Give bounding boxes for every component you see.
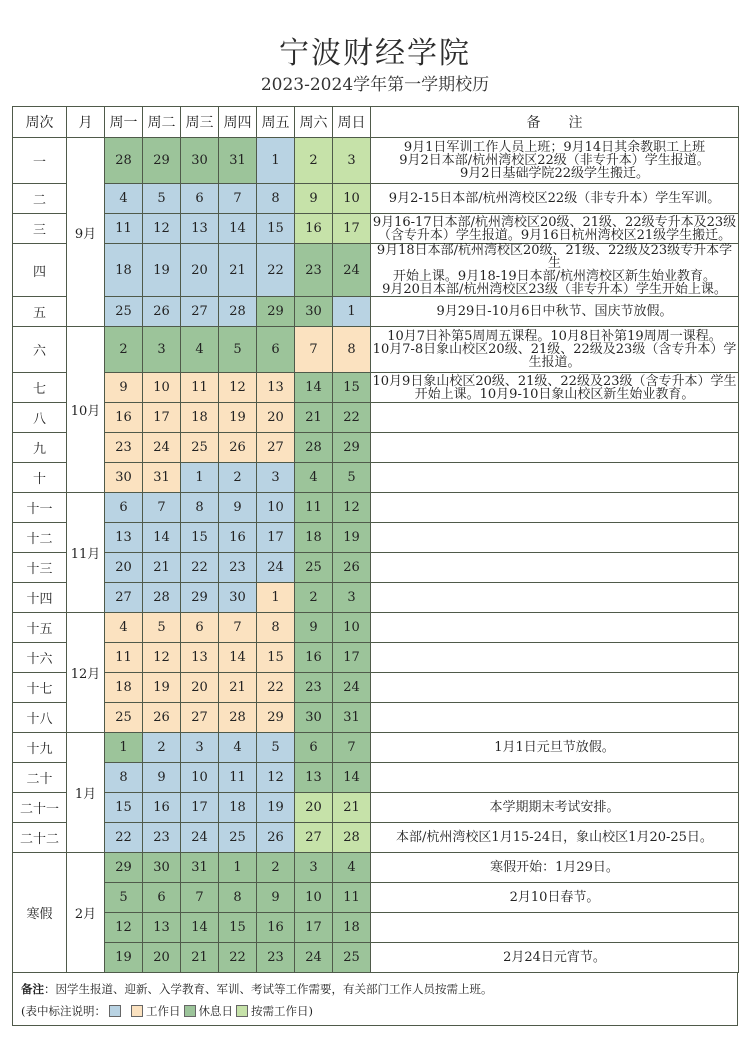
note-cell: 9月16-17日本部/杭州湾校区20级、21级、22级专升本及23级 （含专升本）学生报道。9月16日杭州湾校区21级学生搬迁。 xyxy=(371,214,739,244)
week-number: 一 xyxy=(13,138,67,184)
day-cell: 6 xyxy=(181,184,219,214)
day-cell: 9 xyxy=(257,883,295,913)
footer-legend xyxy=(21,1003,313,1019)
day-cell: 5 xyxy=(143,613,181,643)
day-cell: 11 xyxy=(105,643,143,673)
week-number: 五 xyxy=(13,297,67,327)
day-cell: 2 xyxy=(295,583,333,613)
day-cell: 11 xyxy=(105,214,143,244)
legend-label-work: 工作日 xyxy=(146,1004,181,1018)
day-cell: 4 xyxy=(105,184,143,214)
day-cell: 12 xyxy=(333,493,371,523)
day-cell: 20 xyxy=(143,943,181,973)
day-cell: 12 xyxy=(219,373,257,403)
day-cell: 31 xyxy=(181,853,219,883)
note-cell: 2月24日元宵节。 xyxy=(371,943,739,973)
day-cell: 19 xyxy=(105,943,143,973)
day-cell: 14 xyxy=(219,643,257,673)
column-header-4: 周三 xyxy=(181,107,219,138)
week-row xyxy=(13,373,739,403)
week-row xyxy=(13,613,739,643)
legend-swatch-work xyxy=(131,1005,143,1017)
day-cell: 30 xyxy=(105,463,143,493)
day-cell: 19 xyxy=(143,244,181,297)
week-number: 二十 xyxy=(13,763,67,793)
day-cell: 29 xyxy=(257,703,295,733)
day-cell: 15 xyxy=(105,793,143,823)
day-cell: 5 xyxy=(143,184,181,214)
week-number: 十 xyxy=(13,463,67,493)
day-cell: 10 xyxy=(181,763,219,793)
week-number: 十五 xyxy=(13,613,67,643)
day-cell: 15 xyxy=(333,373,371,403)
day-cell: 8 xyxy=(333,327,371,373)
week-row xyxy=(13,673,739,703)
note-cell xyxy=(371,433,739,463)
day-cell: 30 xyxy=(143,853,181,883)
note-cell: 10月7日补第5周周五课程。10月8日补第19周周一课程。 10月7-8日象山校区20级、21级、22级及23级（含专升本）学 生报道。 xyxy=(371,327,739,373)
column-header-1: 月 xyxy=(67,107,105,138)
day-cell: 23 xyxy=(105,433,143,463)
day-cell: 10 xyxy=(257,493,295,523)
day-cell: 17 xyxy=(143,403,181,433)
week-number: 二 xyxy=(13,184,67,214)
day-cell: 27 xyxy=(181,703,219,733)
day-cell: 23 xyxy=(143,823,181,853)
day-cell: 2 xyxy=(257,853,295,883)
week-row xyxy=(13,583,739,613)
day-cell: 20 xyxy=(257,403,295,433)
day-cell: 16 xyxy=(143,793,181,823)
week-row xyxy=(13,523,739,553)
day-cell: 4 xyxy=(105,613,143,643)
day-cell: 13 xyxy=(181,214,219,244)
day-cell: 3 xyxy=(333,138,371,184)
day-cell: 16 xyxy=(257,913,295,943)
day-cell: 12 xyxy=(105,913,143,943)
day-cell: 23 xyxy=(295,244,333,297)
day-cell: 7 xyxy=(333,733,371,763)
week-number: 四 xyxy=(13,244,67,297)
week-number: 九 xyxy=(13,433,67,463)
footer-remark xyxy=(21,981,493,997)
day-cell: 6 xyxy=(295,733,333,763)
week-row xyxy=(13,184,739,214)
day-cell: 13 xyxy=(143,913,181,943)
day-cell: 7 xyxy=(219,613,257,643)
day-cell: 13 xyxy=(257,373,295,403)
week-number: 六 xyxy=(13,327,67,373)
week-row xyxy=(13,913,739,943)
column-header-3: 周二 xyxy=(143,107,181,138)
day-cell: 18 xyxy=(105,673,143,703)
day-cell: 13 xyxy=(181,643,219,673)
day-cell: 31 xyxy=(143,463,181,493)
legend-swatch-rest xyxy=(184,1005,196,1017)
day-cell: 8 xyxy=(257,184,295,214)
note-cell: 本学期期末考试安排。 xyxy=(371,793,739,823)
day-cell: 29 xyxy=(257,297,295,327)
day-cell: 7 xyxy=(219,184,257,214)
day-cell: 29 xyxy=(181,583,219,613)
day-cell: 10 xyxy=(295,883,333,913)
note-cell xyxy=(371,763,739,793)
day-cell: 26 xyxy=(333,553,371,583)
note-cell: 2月10日春节。 xyxy=(371,883,739,913)
column-header-2: 周一 xyxy=(105,107,143,138)
day-cell: 10 xyxy=(333,613,371,643)
day-cell: 3 xyxy=(143,327,181,373)
day-cell: 30 xyxy=(295,297,333,327)
day-cell: 6 xyxy=(181,613,219,643)
day-cell: 17 xyxy=(333,214,371,244)
column-header-7: 周六 xyxy=(295,107,333,138)
day-cell: 13 xyxy=(295,763,333,793)
day-cell: 9 xyxy=(143,763,181,793)
day-cell: 11 xyxy=(219,763,257,793)
note-cell: 10月9日象山校区20级、21级、22级及23级（含专升本）学生 开始上课。10月9-10日象山校区新生始业教育。 xyxy=(371,373,739,403)
day-cell: 5 xyxy=(219,327,257,373)
day-cell: 11 xyxy=(333,883,371,913)
column-header-5: 周四 xyxy=(219,107,257,138)
day-cell: 28 xyxy=(105,138,143,184)
day-cell: 25 xyxy=(105,297,143,327)
day-cell: 27 xyxy=(181,297,219,327)
note-cell xyxy=(371,613,739,643)
week-row xyxy=(13,733,739,763)
month-label: 10月 xyxy=(67,327,105,493)
day-cell: 7 xyxy=(143,493,181,523)
legend-prefix: (表中标注说明： xyxy=(21,1004,106,1018)
day-cell: 28 xyxy=(333,823,371,853)
day-cell: 22 xyxy=(219,943,257,973)
page-subtitle: 2023-2024学年第一学期校历 xyxy=(260,75,490,95)
day-cell: 27 xyxy=(257,433,295,463)
day-cell: 26 xyxy=(219,433,257,463)
day-cell: 27 xyxy=(295,823,333,853)
column-header-8: 周日 xyxy=(333,107,371,138)
legend-swatch-blue xyxy=(109,1005,121,1017)
day-cell: 22 xyxy=(257,244,295,297)
day-cell: 22 xyxy=(105,823,143,853)
day-cell: 2 xyxy=(105,327,143,373)
month-label: 1月 xyxy=(67,733,105,853)
day-cell: 23 xyxy=(257,943,295,973)
day-cell: 25 xyxy=(219,823,257,853)
week-number: 十二 xyxy=(13,523,67,553)
week-row xyxy=(13,297,739,327)
day-cell: 25 xyxy=(105,703,143,733)
note-cell: 9月2-15日本部/杭州湾校区22级（非专升本）学生军训。 xyxy=(371,184,739,214)
winter-break-label: 寒假 xyxy=(13,853,67,973)
day-cell: 9 xyxy=(295,184,333,214)
day-cell: 9 xyxy=(295,613,333,643)
day-cell: 14 xyxy=(219,214,257,244)
day-cell: 17 xyxy=(181,793,219,823)
day-cell: 4 xyxy=(333,853,371,883)
day-cell: 6 xyxy=(257,327,295,373)
note-cell: 1月1日元旦节放假。 xyxy=(371,733,739,763)
week-number: 十一 xyxy=(13,493,67,523)
day-cell: 12 xyxy=(143,214,181,244)
day-cell: 20 xyxy=(105,553,143,583)
day-cell: 26 xyxy=(143,703,181,733)
day-cell: 14 xyxy=(181,913,219,943)
note-cell xyxy=(371,553,739,583)
day-cell: 29 xyxy=(143,138,181,184)
week-number: 七 xyxy=(13,373,67,403)
day-cell: 17 xyxy=(295,913,333,943)
legend-label-rest: 休息日 xyxy=(198,1004,233,1018)
week-row xyxy=(13,327,739,373)
day-cell: 16 xyxy=(105,403,143,433)
day-cell: 14 xyxy=(333,763,371,793)
day-cell: 18 xyxy=(181,403,219,433)
remark-label: 备注 xyxy=(21,982,44,996)
day-cell: 22 xyxy=(333,403,371,433)
day-cell: 15 xyxy=(181,523,219,553)
day-cell: 21 xyxy=(295,403,333,433)
day-cell: 3 xyxy=(257,463,295,493)
week-row xyxy=(13,244,739,297)
day-cell: 23 xyxy=(219,553,257,583)
note-cell xyxy=(371,403,739,433)
day-cell: 1 xyxy=(181,463,219,493)
week-row xyxy=(13,214,739,244)
day-cell: 2 xyxy=(219,463,257,493)
day-cell: 8 xyxy=(219,883,257,913)
day-cell: 3 xyxy=(295,853,333,883)
page-title: 宁波财经学院 xyxy=(279,36,471,71)
day-cell: 2 xyxy=(295,138,333,184)
day-cell: 14 xyxy=(295,373,333,403)
day-cell: 18 xyxy=(333,913,371,943)
day-cell: 28 xyxy=(143,583,181,613)
note-cell: 本部/杭州湾校区1月15-24日，象山校区1月20-25日。 xyxy=(371,823,739,853)
day-cell: 5 xyxy=(105,883,143,913)
day-cell: 1 xyxy=(219,853,257,883)
day-cell: 24 xyxy=(333,673,371,703)
day-cell: 3 xyxy=(333,583,371,613)
week-row xyxy=(13,823,739,853)
day-cell: 22 xyxy=(181,553,219,583)
month-label: 2月 xyxy=(67,853,105,973)
day-cell: 20 xyxy=(181,244,219,297)
day-cell: 14 xyxy=(143,523,181,553)
note-cell: 9月18日本部/杭州湾校区20级、21级、22级及23级专升本学生 开始上课。9月18-19日本部/杭州湾校区新生始业教育。 9月20日本部/杭州湾校区23级（非专升本）学生开始上课。 xyxy=(371,244,739,297)
day-cell: 11 xyxy=(181,373,219,403)
week-number: 二十一 xyxy=(13,793,67,823)
day-cell: 15 xyxy=(257,643,295,673)
day-cell: 31 xyxy=(333,703,371,733)
note-cell xyxy=(371,913,739,943)
week-row xyxy=(13,553,739,583)
day-cell: 8 xyxy=(257,613,295,643)
week-row xyxy=(13,433,739,463)
day-cell: 24 xyxy=(333,244,371,297)
day-cell: 7 xyxy=(295,327,333,373)
day-cell: 22 xyxy=(257,673,295,703)
day-cell: 4 xyxy=(295,463,333,493)
day-cell: 21 xyxy=(181,943,219,973)
day-cell: 23 xyxy=(295,673,333,703)
week-row xyxy=(13,403,739,433)
day-cell: 31 xyxy=(219,138,257,184)
day-cell: 24 xyxy=(143,433,181,463)
week-row xyxy=(13,763,739,793)
note-cell xyxy=(371,463,739,493)
day-cell: 15 xyxy=(219,913,257,943)
note-cell xyxy=(371,493,739,523)
footer-box xyxy=(12,972,738,1026)
day-cell: 9 xyxy=(105,373,143,403)
day-cell: 16 xyxy=(219,523,257,553)
day-cell: 19 xyxy=(333,523,371,553)
day-cell: 18 xyxy=(295,523,333,553)
day-cell: 19 xyxy=(219,403,257,433)
day-cell: 17 xyxy=(257,523,295,553)
note-cell: 9月29日-10月6日中秋节、国庆节放假。 xyxy=(371,297,739,327)
day-cell: 1 xyxy=(333,297,371,327)
day-cell: 26 xyxy=(143,297,181,327)
day-cell: 21 xyxy=(219,244,257,297)
day-cell: 28 xyxy=(219,297,257,327)
week-row xyxy=(13,883,739,913)
note-cell xyxy=(371,583,739,613)
day-cell: 20 xyxy=(181,673,219,703)
day-cell: 21 xyxy=(219,673,257,703)
day-cell: 24 xyxy=(257,553,295,583)
day-cell: 13 xyxy=(105,523,143,553)
day-cell: 19 xyxy=(257,793,295,823)
week-row xyxy=(13,793,739,823)
day-cell: 5 xyxy=(257,733,295,763)
week-row xyxy=(13,943,739,973)
calendar-table xyxy=(12,106,739,973)
day-cell: 29 xyxy=(105,853,143,883)
day-cell: 8 xyxy=(105,763,143,793)
day-cell: 16 xyxy=(295,643,333,673)
month-label: 12月 xyxy=(67,613,105,733)
week-number: 十三 xyxy=(13,553,67,583)
day-cell: 28 xyxy=(295,433,333,463)
day-cell: 18 xyxy=(105,244,143,297)
day-cell: 1 xyxy=(257,583,295,613)
day-cell: 25 xyxy=(333,943,371,973)
week-number: 三 xyxy=(13,214,67,244)
header-row xyxy=(13,107,739,138)
day-cell: 12 xyxy=(257,763,295,793)
note-cell: 9月1日军训工作人员上班；9月14日其余教职工上班 9月2日本部/杭州湾校区22级（非专升本）学生报道。 9月2日基础学院22级学生搬迁。 xyxy=(371,138,739,184)
week-number: 二十二 xyxy=(13,823,67,853)
day-cell: 27 xyxy=(105,583,143,613)
day-cell: 1 xyxy=(105,733,143,763)
day-cell: 26 xyxy=(257,823,295,853)
week-number: 十八 xyxy=(13,703,67,733)
day-cell: 2 xyxy=(143,733,181,763)
note-cell xyxy=(371,523,739,553)
day-cell: 6 xyxy=(105,493,143,523)
day-cell: 28 xyxy=(219,703,257,733)
remark-text: ：因学生报道、迎新、入学教育、军训、考试等工作需要，有关部门工作人员按需上班。 xyxy=(44,982,493,996)
note-cell xyxy=(371,673,739,703)
legend-label-need: 按需工作日) xyxy=(251,1004,313,1018)
day-cell: 25 xyxy=(295,553,333,583)
week-number: 十七 xyxy=(13,673,67,703)
day-cell: 24 xyxy=(181,823,219,853)
column-header-9: 备 注 xyxy=(371,107,739,138)
week-number: 十九 xyxy=(13,733,67,763)
day-cell: 24 xyxy=(295,943,333,973)
day-cell: 30 xyxy=(219,583,257,613)
day-cell: 30 xyxy=(295,703,333,733)
week-row xyxy=(13,703,739,733)
day-cell: 25 xyxy=(181,433,219,463)
week-number: 八 xyxy=(13,403,67,433)
day-cell: 20 xyxy=(295,793,333,823)
day-cell: 6 xyxy=(143,883,181,913)
week-row xyxy=(13,643,739,673)
week-row xyxy=(13,493,739,523)
note-cell: 寒假开始：1月29日。 xyxy=(371,853,739,883)
day-cell: 10 xyxy=(143,373,181,403)
day-cell: 4 xyxy=(219,733,257,763)
day-cell: 16 xyxy=(295,214,333,244)
day-cell: 29 xyxy=(333,433,371,463)
day-cell: 9 xyxy=(219,493,257,523)
day-cell: 1 xyxy=(257,138,295,184)
day-cell: 30 xyxy=(181,138,219,184)
week-row xyxy=(13,463,739,493)
day-cell: 5 xyxy=(333,463,371,493)
day-cell: 12 xyxy=(143,643,181,673)
day-cell: 21 xyxy=(333,793,371,823)
day-cell: 10 xyxy=(333,184,371,214)
note-cell xyxy=(371,703,739,733)
month-label: 11月 xyxy=(67,493,105,613)
week-number: 十四 xyxy=(13,583,67,613)
day-cell: 11 xyxy=(295,493,333,523)
legend-swatch-need xyxy=(236,1005,248,1017)
day-cell: 15 xyxy=(257,214,295,244)
day-cell: 19 xyxy=(143,673,181,703)
week-number: 十六 xyxy=(13,643,67,673)
column-header-6: 周五 xyxy=(257,107,295,138)
month-label: 9月 xyxy=(67,138,105,327)
day-cell: 7 xyxy=(181,883,219,913)
day-cell: 18 xyxy=(219,793,257,823)
day-cell: 3 xyxy=(181,733,219,763)
column-header-0: 周次 xyxy=(13,107,67,138)
day-cell: 21 xyxy=(143,553,181,583)
day-cell: 17 xyxy=(333,643,371,673)
note-cell xyxy=(371,643,739,673)
week-row xyxy=(13,138,739,184)
week-row xyxy=(13,853,739,883)
day-cell: 8 xyxy=(181,493,219,523)
day-cell: 4 xyxy=(181,327,219,373)
